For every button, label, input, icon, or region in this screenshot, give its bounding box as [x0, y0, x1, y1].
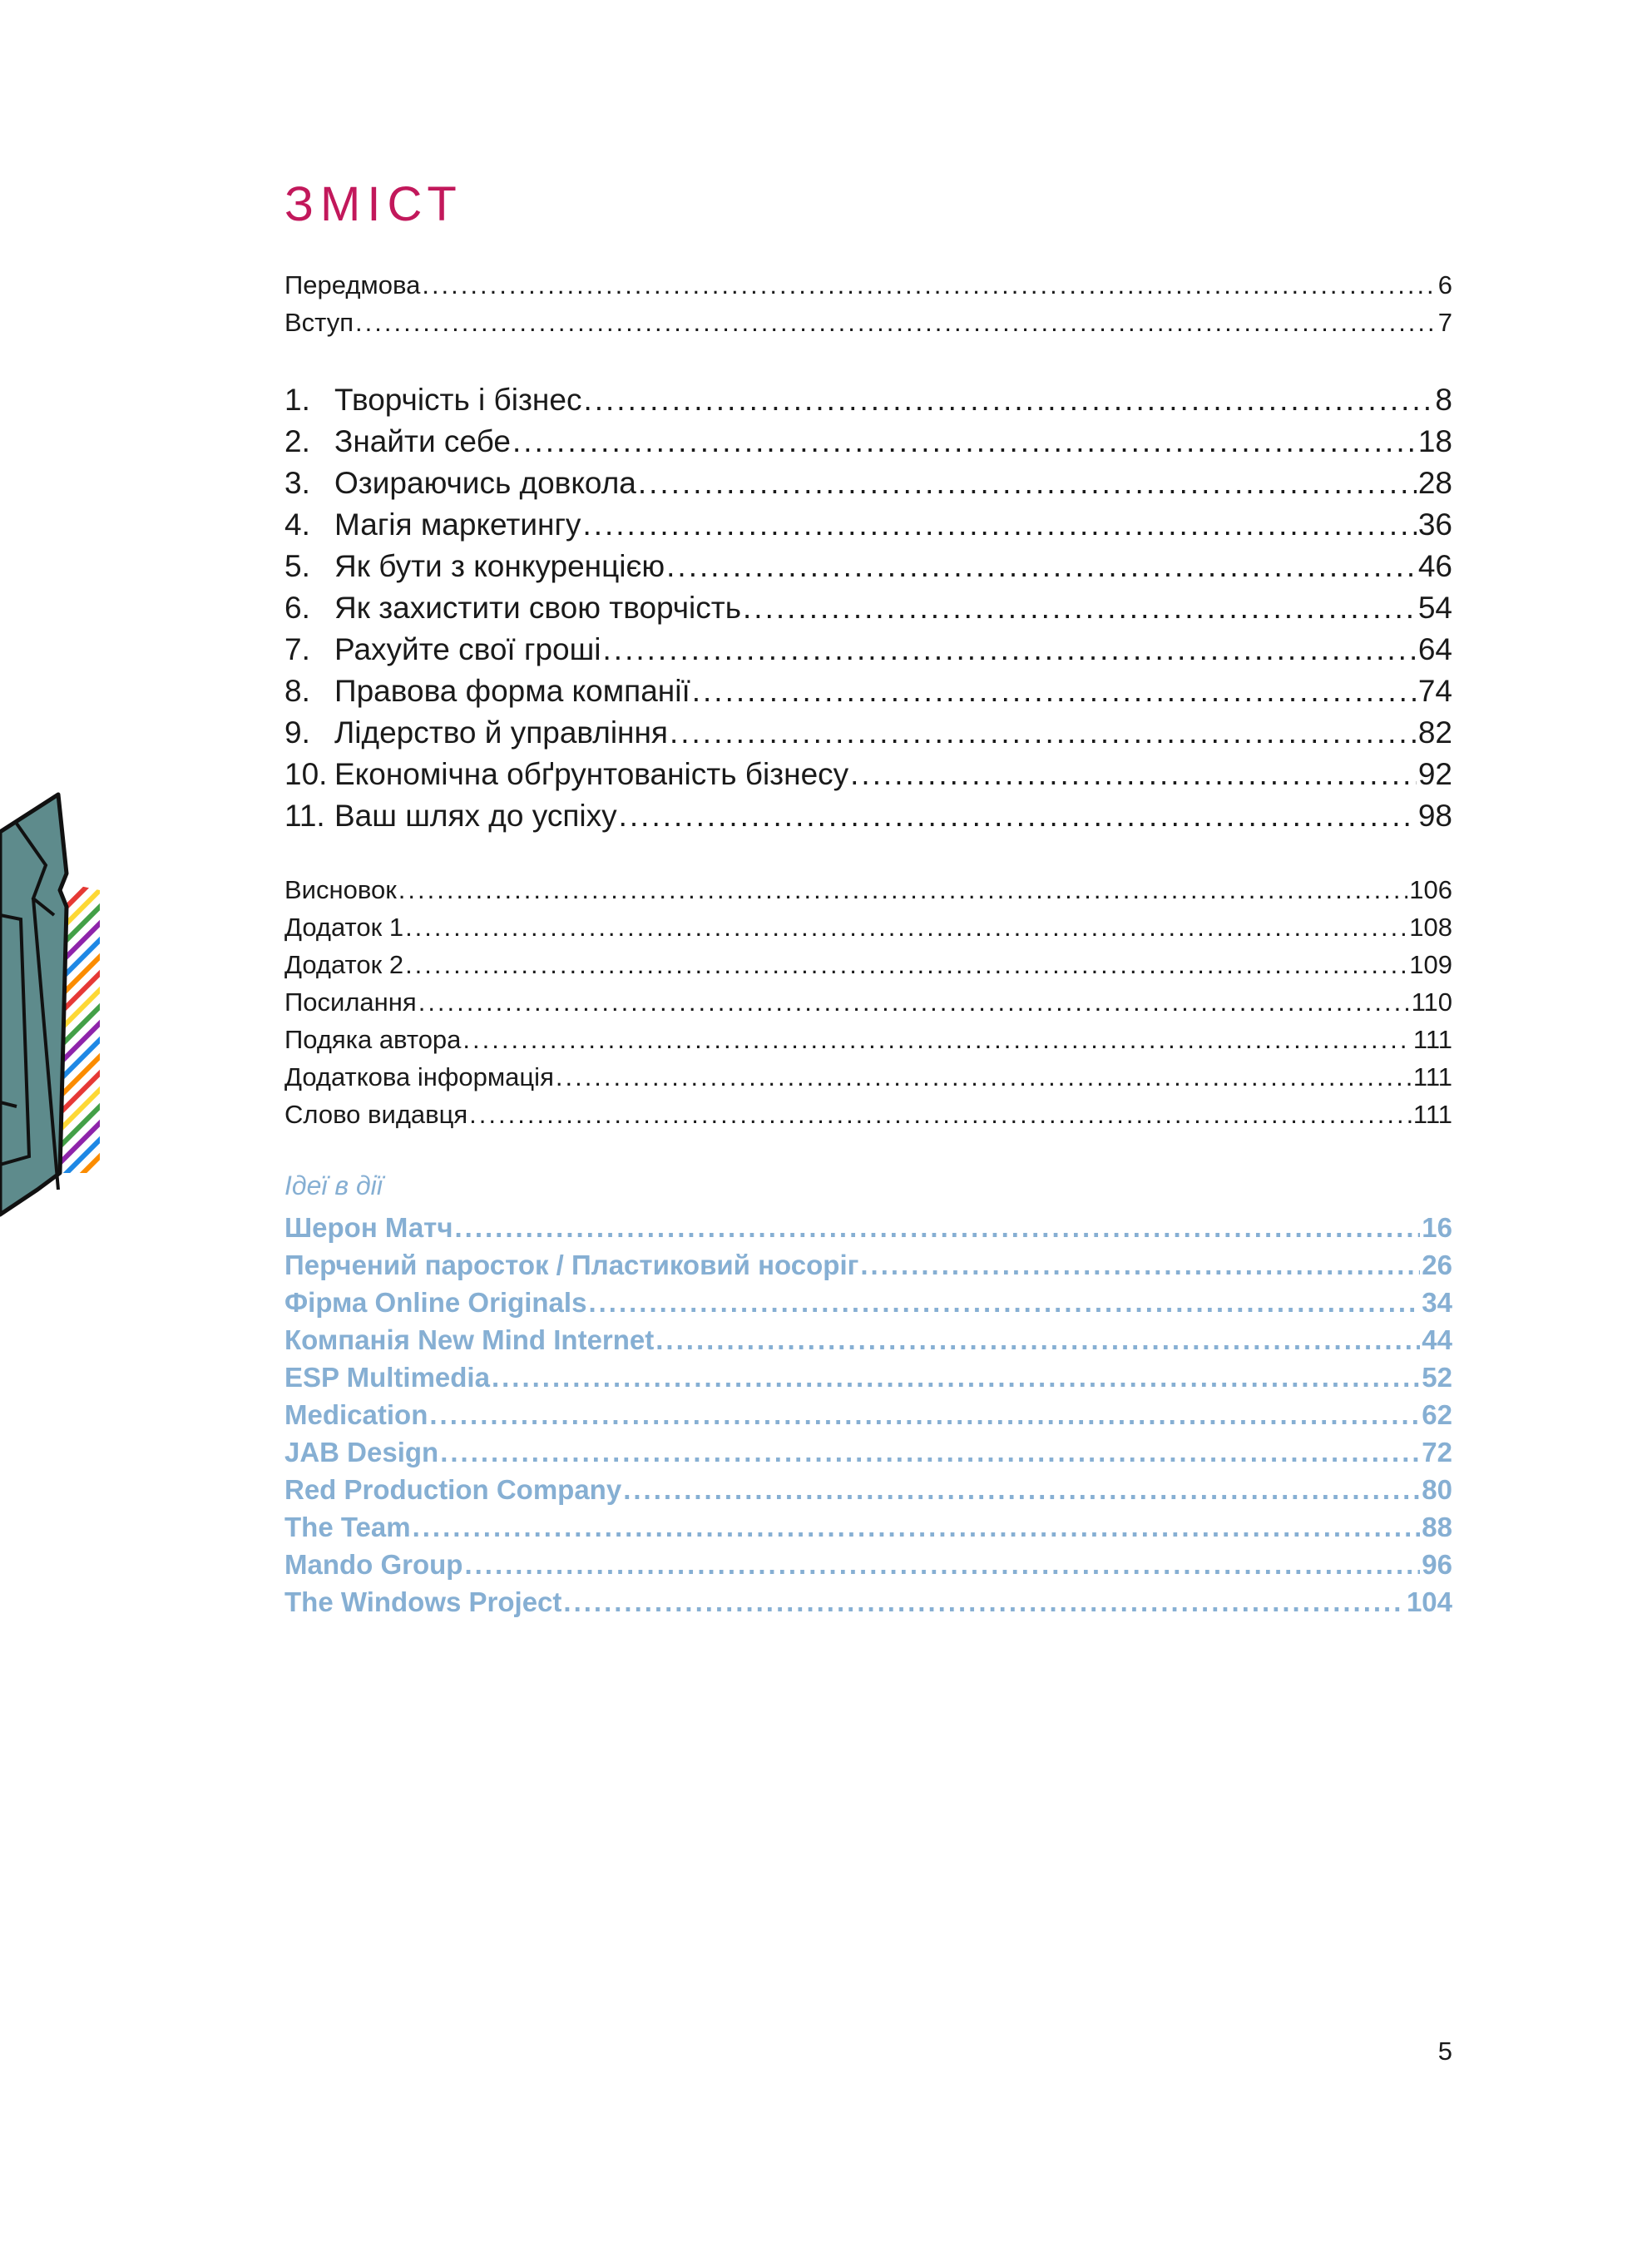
toc-entry-page: 111 — [1412, 1025, 1452, 1054]
toc-entry-appendix-1[interactable] — [284, 913, 1452, 943]
case-title: Red Production Company — [284, 1474, 622, 1505]
chapter-number: 10. — [284, 757, 328, 791]
leader-dots — [743, 591, 1417, 626]
chapter-title: Правова форма компанії — [334, 674, 690, 708]
toc-entry-page: 109 — [1409, 950, 1452, 979]
case-title: Перчений паросток / Пластиковий носоріг — [284, 1250, 859, 1280]
toc-chapter-1[interactable] — [284, 383, 1452, 418]
chapter-title: Озираючись довкола — [334, 466, 636, 500]
case-page: 52 — [1422, 1362, 1452, 1393]
chapter-number: 1. — [284, 383, 310, 417]
toc-chapter-5[interactable] — [284, 549, 1452, 584]
leader-dots — [655, 1324, 1420, 1356]
chapter-page: 64 — [1417, 632, 1452, 666]
chapter-page: 82 — [1417, 715, 1452, 750]
toc-chapter-2[interactable] — [284, 424, 1452, 459]
leader-dots — [413, 1512, 1421, 1543]
leader-dots — [464, 1549, 1420, 1581]
toc-entry-label: Подяка автора — [284, 1025, 462, 1054]
case-page: 62 — [1422, 1399, 1452, 1430]
chapter-page: 74 — [1417, 674, 1452, 708]
toc-entry-label: Вступ — [284, 308, 354, 337]
toc-entry-references[interactable] — [284, 987, 1452, 1017]
chapter-number: 6. — [284, 591, 310, 625]
toc-chapter-8[interactable] — [284, 674, 1452, 709]
toc-case-5[interactable] — [284, 1362, 1452, 1393]
leader-dots — [398, 875, 1407, 905]
page-title: ЗМІСТ — [284, 177, 463, 231]
case-page: 88 — [1422, 1512, 1452, 1542]
toc-case-7[interactable] — [284, 1437, 1452, 1468]
toc-chapter-9[interactable] — [284, 715, 1452, 750]
case-title: Компанія New Mind Internet — [284, 1324, 655, 1355]
toc-entry-conclusion[interactable] — [284, 875, 1452, 905]
case-title: JAB Design — [284, 1437, 439, 1467]
toc-entry-acknowledgements[interactable] — [284, 1025, 1452, 1055]
leader-dots — [638, 466, 1417, 501]
toc-case-6[interactable] — [284, 1399, 1452, 1431]
toc-entry-appendix-2[interactable] — [284, 950, 1452, 980]
chapter-page: 36 — [1417, 507, 1452, 542]
leader-dots — [462, 1025, 1411, 1055]
leader-dots — [556, 1062, 1412, 1092]
toc-entry-label: Додаткова інформація — [284, 1062, 554, 1091]
leader-dots — [512, 424, 1417, 459]
chapter-title: Як бути з конкуренцією — [334, 549, 665, 583]
leader-dots — [429, 1399, 1420, 1431]
leader-dots — [583, 383, 1433, 418]
case-title: Mando Group — [284, 1549, 463, 1580]
chapter-title: Ваш шлях до успіху — [334, 799, 617, 833]
case-page: 96 — [1422, 1549, 1452, 1580]
chapter-page: 54 — [1417, 591, 1452, 625]
chapter-title: Знайти себе — [334, 424, 511, 458]
leader-dots — [603, 632, 1417, 667]
toc-chapter-6[interactable] — [284, 591, 1452, 626]
chapter-page: 46 — [1417, 549, 1452, 583]
toc-entry-foreword[interactable] — [284, 270, 1452, 300]
leader-dots — [692, 674, 1417, 709]
chapter-title: Економічна обґрунтованість бізнесу — [334, 757, 849, 791]
toc-chapter-11[interactable] — [284, 799, 1452, 834]
toc-entry-label: Додаток 1 — [284, 913, 404, 942]
toc-entry-page: 110 — [1411, 987, 1452, 1017]
toc-case-2[interactable] — [284, 1250, 1452, 1281]
toc-chapter-3[interactable] — [284, 466, 1452, 501]
toc-case-11[interactable] — [284, 1586, 1452, 1618]
page-number: 5 — [1437, 2037, 1452, 2066]
toc-entry-page: 6 — [1437, 270, 1452, 299]
chapter-title: Магія маркетингу — [334, 507, 581, 542]
leader-dots — [850, 757, 1417, 792]
toc-entry-label: Висновок — [284, 875, 397, 904]
chapter-title: Як захистити свою творчість — [334, 591, 742, 625]
case-page: 16 — [1422, 1212, 1452, 1243]
case-page: 72 — [1422, 1437, 1452, 1467]
toc-chapter-7[interactable] — [284, 632, 1452, 667]
case-page: 104 — [1406, 1586, 1452, 1617]
chapter-title: Творчість і бізнес — [334, 383, 582, 417]
leader-dots — [860, 1250, 1420, 1281]
chapter-page: 8 — [1435, 383, 1452, 417]
toc-entry-page: 106 — [1409, 875, 1452, 904]
case-title: The Team — [284, 1512, 411, 1542]
leader-dots — [405, 950, 1407, 980]
leader-dots — [666, 549, 1417, 584]
chapter-number: 9. — [284, 715, 310, 750]
leader-dots — [492, 1362, 1420, 1393]
toc-case-10[interactable] — [284, 1549, 1452, 1581]
toc-case-9[interactable] — [284, 1512, 1452, 1543]
leader-dots — [670, 715, 1417, 750]
leader-dots — [563, 1586, 1405, 1618]
chapter-page: 18 — [1417, 424, 1452, 458]
toc-entry-introduction[interactable] — [284, 308, 1452, 338]
chapter-page: 92 — [1417, 757, 1452, 791]
chapter-number: 7. — [284, 632, 310, 666]
case-title: Фірма Online Originals — [284, 1287, 587, 1318]
case-page: 26 — [1422, 1250, 1452, 1280]
toc-case-1[interactable] — [284, 1212, 1452, 1244]
leader-dots — [582, 507, 1416, 542]
toc-entry-label: Передмова — [284, 270, 421, 299]
leader-dots — [405, 913, 1407, 943]
leader-dots — [619, 799, 1417, 834]
chapter-title: Рахуйте свої гроші — [334, 632, 601, 666]
leader-dots — [355, 308, 1437, 338]
leader-dots — [440, 1437, 1420, 1468]
leader-dots — [422, 270, 1436, 300]
chapter-title: Лідерство й управління — [334, 715, 668, 750]
chapter-page: 28 — [1417, 466, 1452, 500]
toc-case-3[interactable] — [284, 1287, 1452, 1319]
toc-entry-additional-info[interactable] — [284, 1062, 1452, 1092]
chapter-number: 4. — [284, 507, 310, 542]
toc-entry-page: 111 — [1412, 1100, 1452, 1129]
cases-heading: Ідеї в дії — [284, 1170, 383, 1200]
chapter-number: 11. — [284, 799, 325, 833]
case-title: Шерон Матч — [284, 1212, 453, 1243]
chapter-number: 8. — [284, 674, 310, 708]
toc-entry-page: 111 — [1412, 1062, 1452, 1091]
case-page: 34 — [1422, 1287, 1452, 1318]
case-page: 44 — [1422, 1324, 1452, 1355]
toc-case-8[interactable] — [284, 1474, 1452, 1506]
toc-chapter-4[interactable] — [284, 507, 1452, 542]
toc-entry-label: Посилання — [284, 987, 417, 1017]
case-page: 80 — [1422, 1474, 1452, 1505]
case-title: Medication — [284, 1399, 428, 1430]
leader-dots — [588, 1287, 1420, 1319]
jacket-illustration — [0, 774, 100, 1240]
toc-chapter-10[interactable] — [284, 757, 1452, 792]
toc-entry-page: 108 — [1409, 913, 1452, 942]
toc-entry-label: Слово видавця — [284, 1100, 468, 1129]
toc-entry-page: 7 — [1437, 308, 1452, 337]
case-title: ESP Multimedia — [284, 1362, 490, 1393]
chapter-number: 3. — [284, 466, 310, 500]
chapter-number: 2. — [284, 424, 310, 458]
toc-entry-label: Додаток 2 — [284, 950, 404, 979]
leader-dots — [469, 1100, 1412, 1130]
toc-case-4[interactable] — [284, 1324, 1452, 1356]
leader-dots — [455, 1212, 1421, 1244]
leader-dots — [623, 1474, 1420, 1506]
chapter-number: 5. — [284, 549, 310, 583]
chapter-page: 98 — [1417, 799, 1452, 833]
toc-entry-publisher-word[interactable] — [284, 1100, 1452, 1130]
leader-dots — [418, 987, 1410, 1017]
case-title: The Windows Project — [284, 1586, 562, 1617]
